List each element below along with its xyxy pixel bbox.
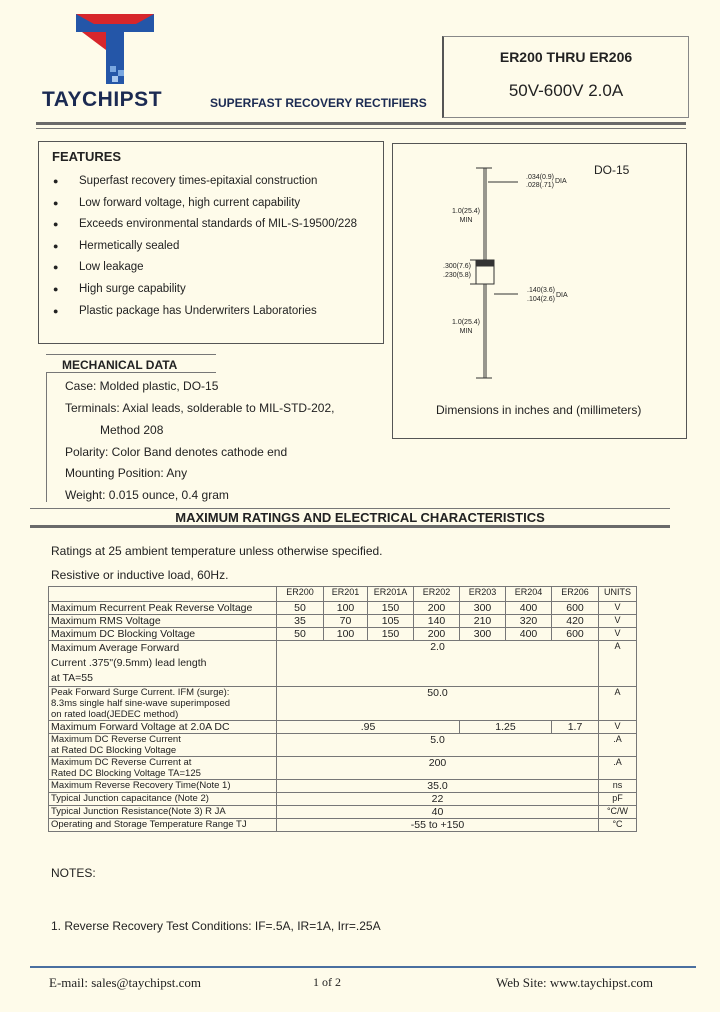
unit-cell: .A [599,757,637,780]
unit-cell: V [599,721,637,734]
footer-divider [30,966,696,968]
unit-cell: pF [599,793,637,806]
col-header: ER203 [460,587,506,602]
unit-cell: V [599,628,637,641]
load-note: Resistive or inductive load, 60Hz. [51,568,229,582]
table-row [49,721,637,734]
col-header: ER202 [414,587,460,602]
unit-cell: °C [599,819,637,832]
row-label: Maximum Forward Voltage at 2.0A DC [49,721,277,734]
mech-terminals: Terminals: Axial leads, solderable to MIL-STD-202, [65,401,335,415]
lead-length-dim: 1.0(25.4) MIN [452,208,481,224]
cell: 35 [277,615,324,628]
cell: 2.0 [277,641,599,687]
bullet-icon: ● [53,284,59,294]
ratings-note: Ratings at 25 ambient temperature unless otherwise specified. [51,544,383,558]
cell: 105 [368,615,414,628]
cell: 100 [324,602,368,615]
unit-cell: V [599,602,637,615]
cell: 150 [368,602,414,615]
features-title: FEATURES [52,149,122,164]
section-rule-top [30,508,670,509]
cell: 100 [324,628,368,641]
mech-weight: Weight: 0.015 ounce, 0.4 gram [65,488,229,502]
cell: 140 [414,615,460,628]
section-title: MAXIMUM RATINGS AND ELECTRICAL CHARACTERISTICS [175,510,545,525]
row-label: Maximum Reverse Recovery Time(Note 1) [49,780,277,793]
feature-item: ● High surge capability [53,283,186,295]
table-row [49,780,637,793]
feature-item: ● Low forward voltage, high current capability [53,197,301,209]
table-header-row [49,587,637,602]
header-divider [36,122,686,125]
mech-case: Case: Molded plastic, DO-15 [65,379,219,393]
unit-cell: A [599,641,637,687]
row-label: Operating and Storage Temperature Range TJ [49,819,277,832]
mech-title-underline [46,372,216,373]
feature-item: ● Superfast recovery times-epitaxial construction [53,175,318,187]
package-name: DO-15 [594,163,630,177]
mech-side-rule [46,372,47,502]
row-label: Maximum Recurrent Peak Reverse Voltage [49,602,277,615]
table-row [49,819,637,832]
table-row [49,793,637,806]
body-dia-label: DIA [556,292,568,299]
lead-length-dim-bottom: 1.0(25.4) MIN [452,319,481,335]
cell: 400 [506,628,552,641]
dimensions-caption: Dimensions in inches and (millimeters) [436,403,642,417]
taychipst-logo [74,10,156,88]
cell: 420 [552,615,599,628]
bullet-icon: ● [53,262,59,272]
mech-title-rule [46,354,216,355]
cell: 600 [552,602,599,615]
cell: 400 [506,602,552,615]
mech-method: Method 208 [100,423,164,437]
bullet-icon: ● [53,198,59,208]
row-label: Maximum RMS Voltage [49,615,277,628]
footer-website[interactable]: Web Site: www.taychipst.com [496,975,653,990]
col-header: UNITS [599,587,637,602]
mech-mounting: Mounting Position: Any [65,466,188,480]
header-blank [49,587,277,602]
table-row [49,757,637,780]
table-row [49,641,637,687]
row-label: Maximum Average Forward Current .375"(9.5mm) lead length at TA=55 [49,641,277,687]
bullet-icon: ● [53,241,59,251]
row-label: Maximum DC Reverse Current at Rated DC Blocking Voltage TA=125 [49,757,277,780]
unit-cell: V [599,615,637,628]
feature-item: ● Exceeds environmental standards of MIL-S-19500/228 [53,218,358,230]
feature-item: ● Hermetically sealed [53,240,180,252]
col-header: ER201A [368,587,414,602]
unit-cell: ns [599,780,637,793]
bullet-icon: ● [53,219,59,229]
unit-cell: .A [599,734,637,757]
cell: 600 [552,628,599,641]
section-rule-bottom [30,525,670,528]
cell: 50 [277,602,324,615]
bullet-icon: ● [53,176,59,186]
feature-item: ● Plastic package has Underwriters Laboratories [53,305,317,317]
row-label: Peak Forward Surge Current. IFM (surge): 8.3ms single half sine-wave superimposed on rated load(JEDEC method) [49,687,277,721]
cell: 1.7 [552,721,599,734]
table-row [49,687,637,721]
cell: 70 [324,615,368,628]
lead-dia-label: DIA [555,178,567,185]
row-label: Maximum DC Blocking Voltage [49,628,277,641]
cell: 35.0 [277,780,599,793]
table-row [49,602,637,615]
mechanical-title: MECHANICAL DATA [62,358,178,372]
cell: 5.0 [277,734,599,757]
table-row [49,734,637,757]
header-divider-thin [36,128,686,129]
part-range-box [442,36,689,118]
lead-dia-dim: .034(0.9) .028(.71) [526,174,555,189]
ratings-table [48,586,637,832]
body-length-dim: .300(7.6) .230(5.8) [443,263,472,279]
notes-title: NOTES: [51,866,96,880]
row-label: Maximum DC Reverse Current at Rated DC Blocking Voltage [49,734,277,757]
cell: .95 [277,721,460,734]
cell: 22 [277,793,599,806]
footer-page: 1 of 2 [313,975,341,989]
mech-polarity: Polarity: Color Band denotes cathode end [65,445,288,459]
cell: 300 [460,628,506,641]
cell: 300 [460,602,506,615]
voltage-current-rating: 50V-600V 2.0A [508,81,624,100]
table-row [49,806,637,819]
cell: 200 [414,602,460,615]
col-header: ER204 [506,587,552,602]
cell: 200 [414,628,460,641]
cell: 1.25 [460,721,552,734]
note-1: 1. Reverse Recovery Test Conditions: IF=.5A, IR=1A, Irr=.25A [51,919,381,933]
feature-item: ● Low leakage [53,261,144,273]
bullet-icon: ● [53,306,59,316]
footer-email[interactable]: E-mail: sales@taychipst.com [49,975,202,990]
unit-cell: A [599,687,637,721]
cell: 320 [506,615,552,628]
table-row [49,615,637,628]
col-header: ER201 [324,587,368,602]
cell: -55 to +150 [277,819,599,832]
cell: 200 [277,757,599,780]
row-label: Typical Junction capacitance (Note 2) [49,793,277,806]
unit-cell: °C/W [599,806,637,819]
brand-name: TAYCHIPST [42,88,163,111]
row-label: Typical Junction Resistance(Note 3) R JA [49,806,277,819]
cell: 210 [460,615,506,628]
cell: 50 [277,628,324,641]
cell: 150 [368,628,414,641]
col-header: ER200 [277,587,324,602]
col-header: ER206 [552,587,599,602]
cell: 50.0 [277,687,599,721]
body-dia-dim: .140(3.6) .104(2.6) [527,287,556,303]
cell: 40 [277,806,599,819]
product-subtitle: SUPERFAST RECOVERY RECTIFIERS [210,96,427,110]
table-row [49,628,637,641]
part-range: ER200 THRU ER206 [499,49,633,65]
